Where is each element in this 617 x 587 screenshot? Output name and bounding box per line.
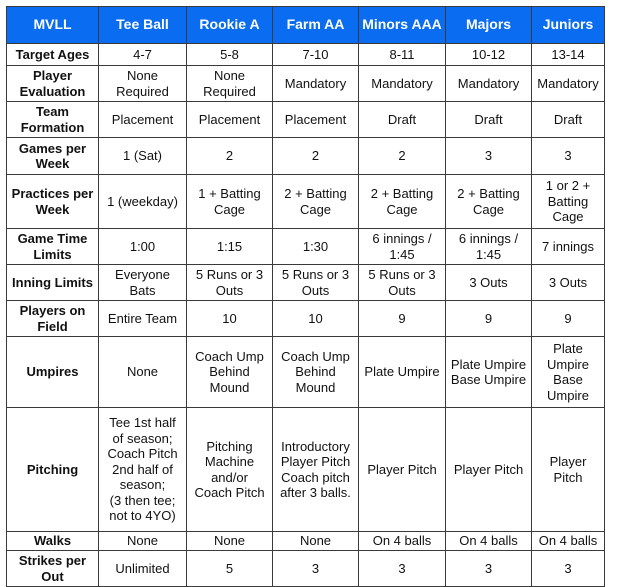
table-cell: 8-11	[359, 44, 446, 66]
table-cell: Coach Ump Behind Mound	[187, 337, 273, 408]
row-label: Player Evaluation	[7, 66, 99, 102]
table-cell: 2	[359, 138, 446, 175]
table-cell: Plate Umpire Base Umpire	[532, 337, 605, 408]
table-cell: 13-14	[532, 44, 605, 66]
table-row	[7, 301, 605, 337]
table-cell: 1:30	[273, 229, 359, 265]
table-cell: Placement	[99, 102, 187, 138]
header-majors: Majors	[446, 7, 532, 44]
table-cell: 10	[273, 301, 359, 337]
row-label: Umpires	[7, 337, 99, 408]
row-label: Inning Limits	[7, 265, 99, 301]
table-cell: 1 (weekday)	[99, 175, 187, 229]
table-cell: 5 Runs or 3 Outs	[187, 265, 273, 301]
table-row	[7, 138, 605, 175]
header-row	[7, 7, 605, 44]
table-cell: On 4 balls	[446, 532, 532, 551]
table-cell: 5 Runs or 3 Outs	[273, 265, 359, 301]
header-minors-aaa: Minors AAA	[359, 7, 446, 44]
table-cell: Pitching Machine and/or Coach Pitch	[187, 408, 273, 532]
table-cell: 1:00	[99, 229, 187, 265]
table-cell: Mandatory	[446, 66, 532, 102]
table-cell: On 4 balls	[532, 532, 605, 551]
row-label: Walks	[7, 532, 99, 551]
table-row	[7, 408, 605, 532]
table-cell: 10	[187, 301, 273, 337]
table-cell: Entire Team	[99, 301, 187, 337]
table-cell: 9	[359, 301, 446, 337]
table-cell: None	[187, 532, 273, 551]
table-cell: 1:15	[187, 229, 273, 265]
table-cell: 7 innings	[532, 229, 605, 265]
header-corner: MVLL	[7, 7, 99, 44]
table-cell: Unlimited	[99, 551, 187, 587]
table-cell: 3	[532, 138, 605, 175]
table-cell: Coach Ump Behind Mound	[273, 337, 359, 408]
table-cell: Draft	[532, 102, 605, 138]
table-cell: 3 Outs	[446, 265, 532, 301]
table-cell: Everyone Bats	[99, 265, 187, 301]
table-cell: 2 + Batting Cage	[446, 175, 532, 229]
row-label: Game Time Limits	[7, 229, 99, 265]
table-cell: Player Pitch	[446, 408, 532, 532]
table-cell: 9	[446, 301, 532, 337]
table-cell: 10-12	[446, 44, 532, 66]
table-cell: 6 innings / 1:45	[359, 229, 446, 265]
table-cell: 1 or 2 + Batting Cage	[532, 175, 605, 229]
table-cell: 3	[532, 551, 605, 587]
table-cell: 5	[187, 551, 273, 587]
row-label: Games per Week	[7, 138, 99, 175]
division-comparison-table	[6, 6, 605, 587]
table-cell: 7-10	[273, 44, 359, 66]
table-cell: Mandatory	[273, 66, 359, 102]
row-label: Players on Field	[7, 301, 99, 337]
row-label: Pitching	[7, 408, 99, 532]
table-cell: None Required	[99, 66, 187, 102]
table-cell: On 4 balls	[359, 532, 446, 551]
table-cell: 4-7	[99, 44, 187, 66]
table-cell: 5-8	[187, 44, 273, 66]
table-cell: 2 + Batting Cage	[359, 175, 446, 229]
table-cell: 3	[359, 551, 446, 587]
table-cell: Plate Umpire Base Umpire	[446, 337, 532, 408]
table-cell: Player Pitch	[359, 408, 446, 532]
header-juniors: Juniors	[532, 7, 605, 44]
table-cell: Placement	[187, 102, 273, 138]
table-row	[7, 551, 605, 587]
header-rookie-a: Rookie A	[187, 7, 273, 44]
row-label: Strikes per Out	[7, 551, 99, 587]
table-cell: 1 (Sat)	[99, 138, 187, 175]
table-cell: 5 Runs or 3 Outs	[359, 265, 446, 301]
table-cell: 2	[187, 138, 273, 175]
table-row	[7, 229, 605, 265]
table-row	[7, 265, 605, 301]
table-cell: Mandatory	[359, 66, 446, 102]
table-cell: Player Pitch	[532, 408, 605, 532]
table-cell: 3	[446, 138, 532, 175]
table-cell: Draft	[359, 102, 446, 138]
table-row	[7, 337, 605, 408]
table-cell: 3 Outs	[532, 265, 605, 301]
table-cell: 9	[532, 301, 605, 337]
row-label: Target Ages	[7, 44, 99, 66]
table-cell: 3	[273, 551, 359, 587]
table-cell: 2 + Batting Cage	[273, 175, 359, 229]
row-label: Team Formation	[7, 102, 99, 138]
table-cell: None	[99, 337, 187, 408]
table-cell: 2	[273, 138, 359, 175]
table-row	[7, 532, 605, 551]
header-tee-ball: Tee Ball	[99, 7, 187, 44]
table-row	[7, 66, 605, 102]
table-cell: 3	[446, 551, 532, 587]
table-cell: Introductory Player Pitch Coach pitch after 3 balls.	[273, 408, 359, 532]
table-cell: Draft	[446, 102, 532, 138]
table-cell: Tee 1st half of season; Coach Pitch 2nd half of season; (3 then tee; not to 4YO)	[99, 408, 187, 532]
header-farm-aa: Farm AA	[273, 7, 359, 44]
table-cell: None	[99, 532, 187, 551]
table-cell: None	[273, 532, 359, 551]
table-cell: 6 innings / 1:45	[446, 229, 532, 265]
table-cell: None Required	[187, 66, 273, 102]
table-cell: Placement	[273, 102, 359, 138]
table-cell: Plate Umpire	[359, 337, 446, 408]
table-cell: 1 + Batting Cage	[187, 175, 273, 229]
table-row	[7, 175, 605, 229]
table-cell: Mandatory	[532, 66, 605, 102]
table-row	[7, 44, 605, 66]
table-row	[7, 102, 605, 138]
row-label: Practices per Week	[7, 175, 99, 229]
